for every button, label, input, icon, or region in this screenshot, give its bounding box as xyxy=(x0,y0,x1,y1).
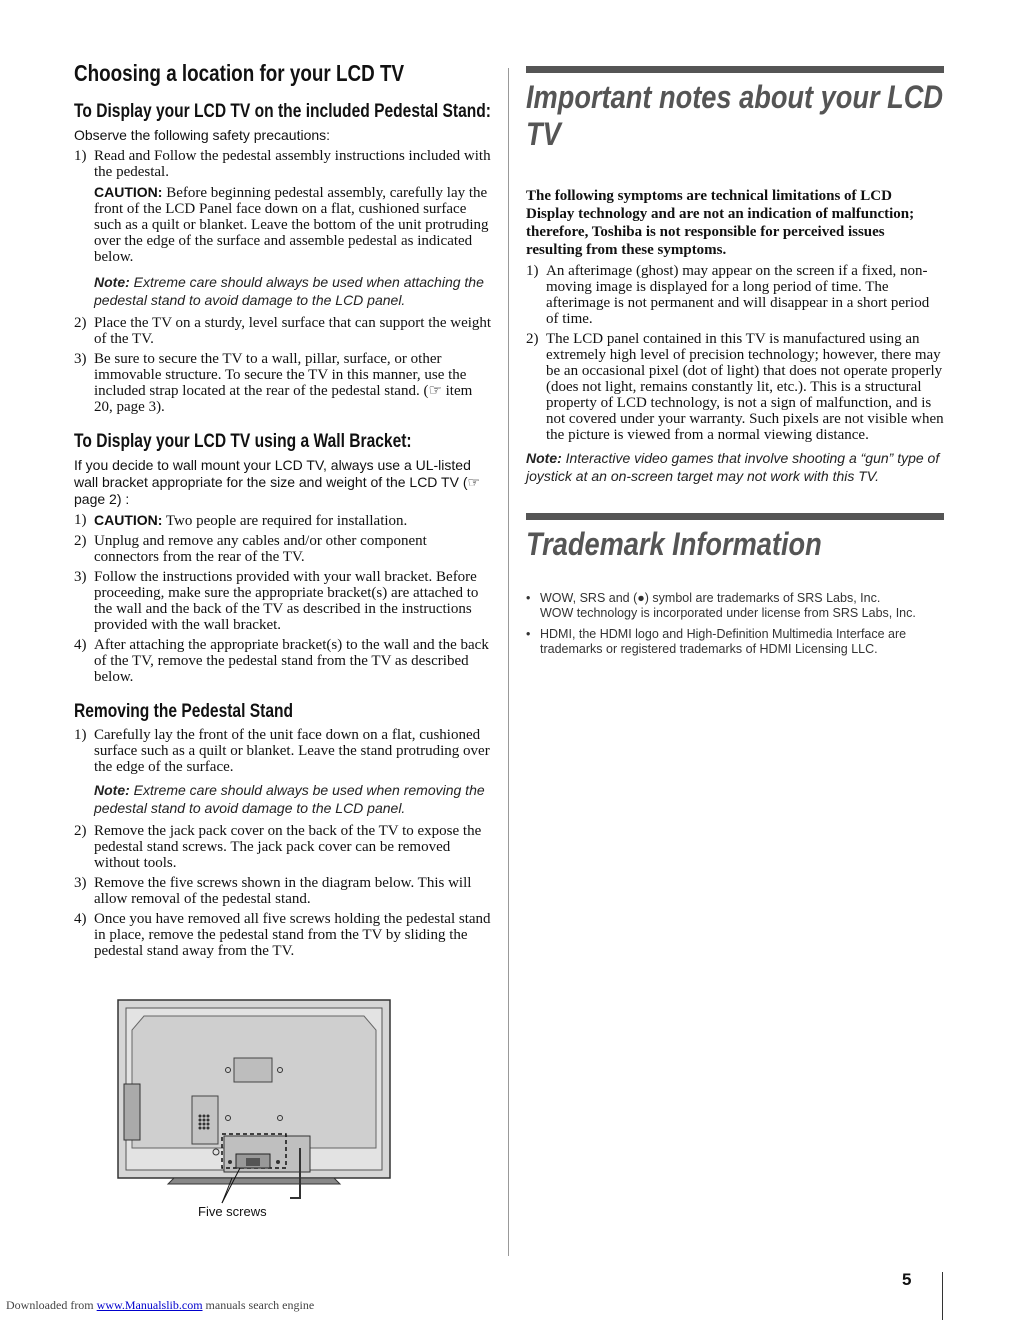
section-title-important-notes: Important notes about your LCD TV xyxy=(526,79,944,152)
manualslib-link[interactable]: www.Manualslib.com xyxy=(96,1298,203,1312)
important-lead: The following symptoms are technical limitations of LCD Display technology and are not an indication of malfunction; therefore, Toshiba is not responsible for perceived issues resulting from these symptoms. xyxy=(526,188,915,258)
removing-note: Note: Extreme care should always be used when removing the pedestal stand to avoid damage to the LCD panel. xyxy=(94,782,485,816)
list-item: 4) Once you have removed all five screws holding the pedestal stand in place, remove the pedestal stand from the TV by sliding the pedestal stand away from the TV. xyxy=(74,911,491,959)
column-divider xyxy=(508,68,509,1256)
important-note: Note: Interactive video games that involve shooting a “gun” type of joystick at an on-screen target may not work with this TV. xyxy=(526,450,940,484)
important-list xyxy=(526,263,944,443)
page-number: 5 xyxy=(902,1270,912,1289)
list-item: 2) Unplug and remove any cables and/or other component connectors from the rear of the TV. xyxy=(74,533,427,565)
trademark-list xyxy=(526,591,944,657)
wall-steps xyxy=(74,512,492,685)
section-bar xyxy=(526,66,944,73)
wall-intro: If you decide to wall mount your LCD TV, always use a UL-listed wall bracket appropriate for the size and weight of the LCD TV (☞ page 2) : xyxy=(74,457,481,507)
list-item: 1) An afterimage (ghost) may appear on the screen if a fixed, non-moving image is displayed for a long period of time. The afterimage is not permanent and will disappear in a short period of time. xyxy=(526,263,930,327)
removing-steps xyxy=(74,727,492,775)
subsection-title-pedestal: To Display your LCD TV on the included Pedestal Stand: xyxy=(74,101,491,122)
tv-back-illustration xyxy=(114,998,394,1223)
note-label: Note: xyxy=(526,450,562,466)
left-column xyxy=(74,60,492,963)
removing-steps-cont xyxy=(74,823,492,959)
right-column xyxy=(526,66,944,663)
list-item: 3) Be sure to secure the TV to a wall, pillar, surface, or other immovable structure. To secure the TV in this manner, use the included strap located at the rear of the pedestal stand. (☞ item 20, page 3). xyxy=(74,351,473,415)
section-bar xyxy=(526,513,944,520)
pedestal-steps-cont xyxy=(74,315,492,415)
pedestal-note: Note: Extreme care should always be used when attaching the pedestal stand to avoid damage to the LCD panel. xyxy=(94,274,484,308)
note-label: Note: xyxy=(94,274,130,290)
list-item: 4) After attaching the appropriate bracket(s) to the wall and the back of the TV, remove the pedestal stand from the TV as described below. xyxy=(74,637,489,685)
list-item: • WOW, SRS and (●) symbol are trademarks of SRS Labs, Inc. WOW technology is incorporated under license from SRS Labs, Inc. xyxy=(526,591,916,620)
footer: Downloaded from www.Manualslib.com manuals search engine xyxy=(6,1298,315,1312)
list-item: 2) Place the TV on a sturdy, level surface that can support the weight of the TV. xyxy=(74,315,492,347)
list-item: 1) CAUTION: Two people are required for installation. xyxy=(74,512,408,529)
section-title-location: Choosing a location for your LCD TV xyxy=(74,60,405,86)
section-title-trademark: Trademark Information xyxy=(526,526,822,562)
list-item: 2) The LCD panel contained in this TV is manufactured using an extremely high level of precision technology; however, there may be an occasional pixel (dot of light) that does not operate properly (does not light, remains constantly lit, etc.). This is a structural property of LCD technology, is not a sign of malfunction, and is not covered under your warranty. Such pixels are not visible when the picture is viewed from a normal viewing distance. xyxy=(526,331,944,443)
list-item: 2) Remove the jack pack cover on the back of the TV to expose the pedestal stand screws. The jack pack cover can be removed without tools. xyxy=(74,823,482,871)
pedestal-steps xyxy=(74,148,492,180)
note-label: Note: xyxy=(94,782,130,798)
tv-back-diagram xyxy=(114,998,394,1223)
list-item: 1) Carefully lay the front of the unit face down on a flat, cushioned surface such as a quilt or blanket. Leave the stand protruding over the edge of the surface. xyxy=(74,727,490,775)
pedestal-caution: CAUTION: Before beginning pedestal assembly, carefully lay the front of the LCD Panel face down on a flat, cushioned surface such as a quilt or blanket. Leave the bottom of the unit protruding over the edge of the surface and assemble pedestal as indicated below. xyxy=(94,184,489,265)
list-item: 3) Follow the instructions provided with your wall bracket. Before proceeding, make sure the appropriate bracket(s) are attached to the wall and the back of the TV as described in the instructions provided with the wall bracket. xyxy=(74,569,479,633)
list-item: 3) Remove the five screws shown in the diagram below. This will allow removal of the pedestal stand. xyxy=(74,875,472,907)
subsection-title-removing: Removing the Pedestal Stand xyxy=(74,701,294,722)
list-item: 1) Read and Follow the pedestal assembly instructions included with the pedestal. xyxy=(74,148,491,180)
page-number-rule xyxy=(942,1272,943,1320)
caution-label: CAUTION: xyxy=(94,184,163,200)
figure-caption: Five screws xyxy=(198,1204,267,1219)
subsection-title-wall-bracket: To Display your LCD TV using a Wall Bracket: xyxy=(74,431,412,452)
list-item: • HDMI, the HDMI logo and High-Definition Multimedia Interface are trademarks or registered trademarks of HDMI Licensing LLC. xyxy=(526,627,907,656)
caution-label: CAUTION: xyxy=(94,512,163,528)
pedestal-intro: Observe the following safety precautions: xyxy=(74,127,331,143)
